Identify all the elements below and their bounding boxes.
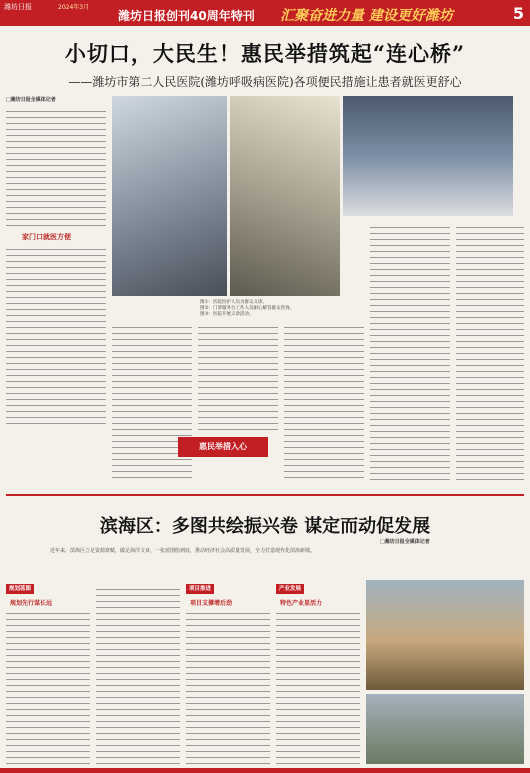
article2-subhead-2: 项目支撑增后劲 [190,600,233,607]
photo-caption-3: 图③：医院开展义诊活动。 [200,312,254,317]
article1-text-col2 [112,322,192,482]
article1-text-col3 [198,322,278,432]
article2-text-col1 [6,608,90,764]
masthead-date: 2024年3月 [58,4,90,11]
photo-2 [230,96,340,296]
article1-byline: □潍坊日报全媒体记者 [6,97,56,103]
article1-text-col1a [6,106,106,226]
article2-headline: 滨海区：多图共绘振兴卷 谋定而动促发展 [99,516,431,537]
article2-tag-3: 产业发展 [276,584,304,594]
page-number: 5 [512,4,524,23]
photo-caption-1: 图①：医院医护人员为群众义诊。 [200,300,268,305]
article1-text-col1b [6,244,106,424]
article2-byline: □潍坊日报全媒体记者 [380,539,430,545]
article1-subhead: ——潍坊市第二人民医院(潍坊呼吸病医院)各项便民措施让患者就医更舒心 [68,75,462,89]
article1-section-banner: 惠民举措入心 [178,437,268,457]
article1-headline: 小切口，大民生！惠民举措筑起“连心桥” [64,41,466,66]
article1-section-1: 家门口就医方便 [22,233,71,241]
photo-3 [343,96,513,216]
photo-5 [366,694,524,764]
article2-text-col2 [96,584,180,764]
article1-text-col4 [284,322,364,482]
article2-tag-1: 规划蓝图 [6,584,34,594]
article2-tag-2: 项目推进 [186,584,214,594]
section-divider [6,494,524,496]
article2-subhead-1: 规划先行谋长远 [10,600,53,607]
article2-text-col3 [186,608,270,764]
article2-subhead-3: 特色产业显活力 [280,600,323,607]
footer-bar [0,768,530,773]
article1-text-col6 [456,222,524,482]
article2-intro: 近年来，滨海区立足资源禀赋，做足海洋文章，一张蓝图绘到底，推动经济社会高质量发展，全力打造现代化滨海新城。 [50,548,316,554]
article1-text-col5 [370,222,450,482]
photo-caption-2: 图②：门诊服务台工作人员耐心解答群众咨询。 [200,306,295,311]
masthead-slogan: 汇聚奋进力量 建设更好潍坊 [280,8,453,24]
photo-4 [366,580,524,690]
masthead-brand: 潍坊日报 [4,3,32,11]
article2-text-col4 [276,608,360,764]
masthead-title: 潍坊日报创刊40周年特刊 [118,9,255,23]
photo-1 [112,96,227,296]
